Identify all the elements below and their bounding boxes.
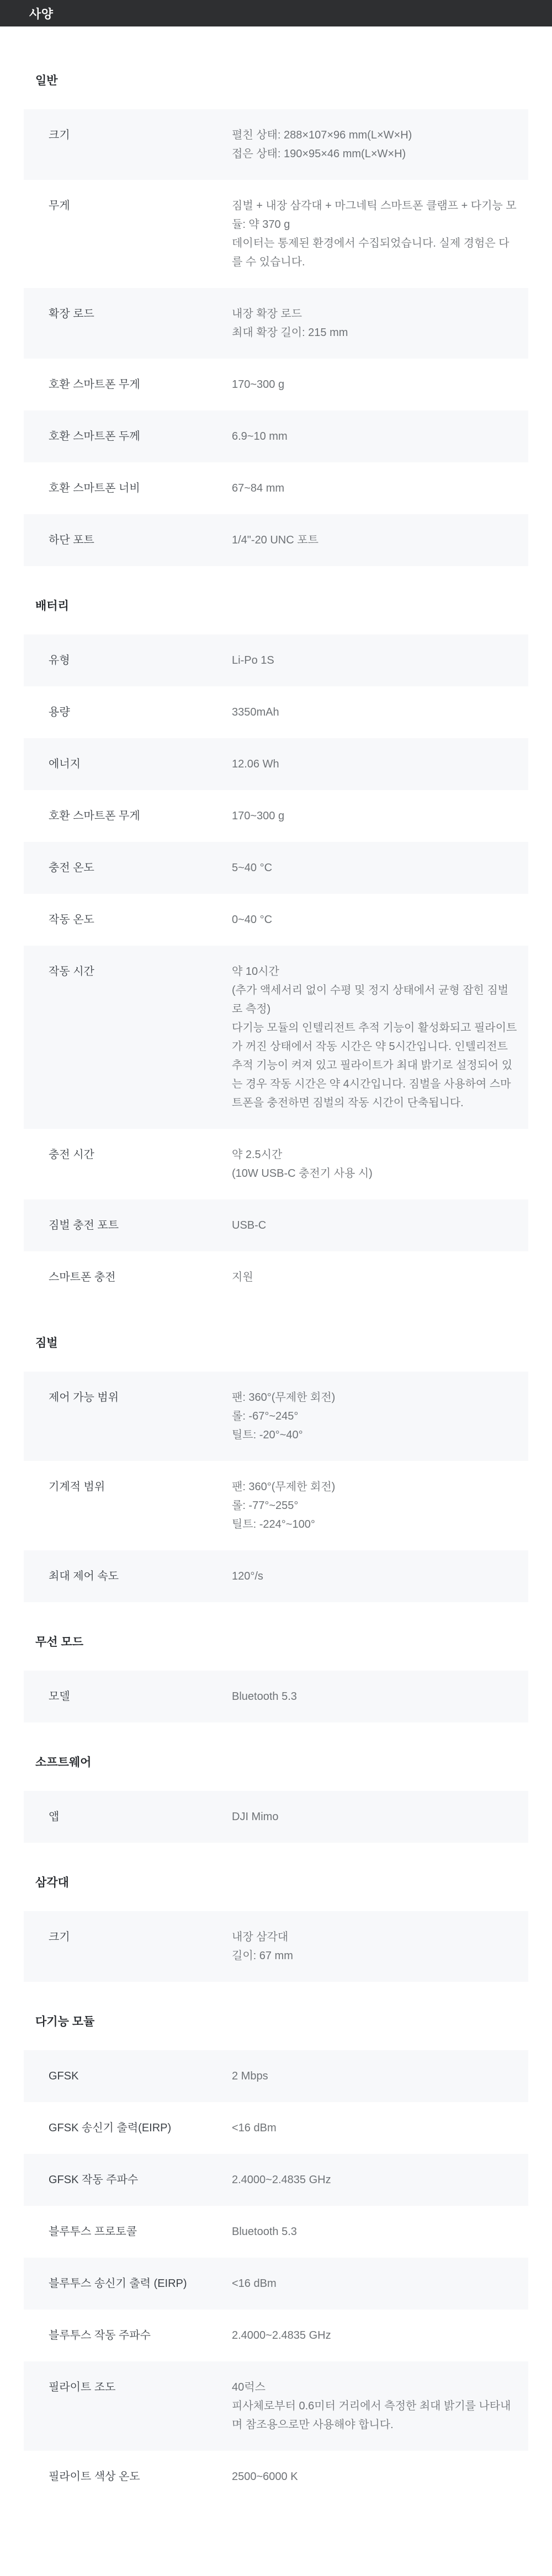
spec-row	[24, 410, 528, 462]
spec-label: 에너지	[49, 758, 81, 770]
spec-value	[232, 651, 517, 670]
page-title: 사양	[29, 7, 54, 21]
spec-value-line: 40럭스	[232, 2381, 266, 2393]
spec-value	[232, 1268, 517, 1287]
spec-value	[232, 2222, 517, 2241]
spec-value-line: 약 10시간	[232, 966, 279, 978]
spec-value-line: 2 Mbps	[232, 2070, 268, 2082]
spec-value	[232, 2274, 517, 2293]
spec-value-line: 접은 상태: 190×95×46 mm(L×W×H)	[232, 148, 406, 160]
spec-section	[24, 74, 528, 566]
spec-row	[24, 2102, 528, 2154]
page-header	[0, 0, 552, 26]
spec-label: GFSK 송신기 출력(EIRP)	[49, 2122, 172, 2134]
spec-value	[232, 755, 517, 774]
spec-row	[24, 1550, 528, 1602]
spec-label: 모델	[49, 1690, 70, 1703]
spec-value	[232, 1478, 517, 1534]
section-title: 일반	[35, 74, 58, 87]
spec-value-line: 3350mAh	[232, 706, 279, 718]
spec-value-line: 지원	[232, 1271, 253, 1283]
spec-label: 호환 스마트폰 무게	[49, 378, 140, 391]
spec-label: 짐벌 충전 포트	[49, 1219, 119, 1231]
spec-label: 호환 스마트폰 너비	[49, 482, 140, 494]
spec-row	[24, 109, 528, 180]
spec-value-line: 펼친 상태: 288×107×96 mm(L×W×H)	[232, 129, 412, 141]
spec-value	[232, 126, 517, 163]
spec-value	[232, 479, 517, 498]
spec-row	[24, 2310, 528, 2361]
spec-table	[24, 1911, 528, 1982]
spec-value-line: 짐벌 + 내장 삼각대 + 마그네틱 스마트폰 클램프 + 다기능 모듈: 약 370 g	[232, 200, 517, 231]
spec-row	[24, 1671, 528, 1722]
spec-row	[24, 738, 528, 790]
section-title: 소프트웨어	[35, 1756, 92, 1769]
section-title: 짐벌	[35, 1337, 58, 1350]
spec-row	[24, 1199, 528, 1251]
spec-label: 기계적 범위	[49, 1481, 105, 1493]
spec-row	[24, 2206, 528, 2258]
spec-value-line: <16 dBm	[232, 2278, 277, 2290]
spec-value	[232, 2170, 517, 2189]
spec-label: 확장 로드	[49, 308, 94, 320]
spec-value-line: 67~84 mm	[232, 482, 285, 494]
spec-value-line: <16 dBm	[232, 2122, 277, 2134]
spec-row	[24, 1461, 528, 1550]
spec-row	[24, 946, 528, 1129]
spec-row	[24, 2154, 528, 2206]
spec-section	[24, 1756, 528, 1843]
spec-label: GFSK 작동 주파수	[49, 2174, 139, 2186]
spec-value-line: (추가 액세서리 없이 수평 및 정지 상태에서 균형 잡힌 짐벌로 측정)	[232, 984, 509, 1015]
spec-value-line: 1/4"-20 UNC 포트	[232, 534, 319, 546]
spec-table	[24, 634, 528, 1303]
spec-value-line: 내장 확장 로드	[232, 308, 302, 320]
spec-row	[24, 359, 528, 410]
spec-label: 유형	[49, 654, 70, 666]
spec-value	[232, 1216, 517, 1235]
spec-value	[232, 1807, 517, 1826]
spec-value-line: 피사체로부터 0.6미터 거리에서 측정한 최대 밝기를 나타내며 참조용으로만 사용해야 합니다.	[232, 2400, 511, 2431]
spec-value-line: 12.06 Wh	[232, 758, 279, 770]
spec-label: 하단 포트	[49, 534, 94, 546]
spec-value	[232, 1928, 517, 1965]
spec-value-line: 120°/s	[232, 1570, 263, 1582]
spec-value	[232, 531, 517, 550]
spec-row	[24, 2258, 528, 2310]
spec-label: 작동 시간	[49, 966, 94, 978]
spec-value-line: 2.4000~2.4835 GHz	[232, 2329, 331, 2342]
spec-value	[232, 962, 517, 1112]
spec-section	[24, 1635, 528, 1722]
spec-value	[232, 910, 517, 929]
spec-table	[24, 2050, 528, 2503]
spec-value-line: DJI Mimo	[232, 1811, 279, 1823]
spec-label: 최대 제어 속도	[49, 1570, 119, 1582]
spec-label: 충전 온도	[49, 862, 94, 874]
spec-value	[232, 1567, 517, 1586]
spec-label: 제어 가능 범위	[49, 1391, 119, 1404]
spec-value	[232, 703, 517, 722]
spec-value	[232, 1145, 517, 1183]
spec-label: 앱	[49, 1811, 60, 1823]
spec-value-line: 2.4000~2.4835 GHz	[232, 2174, 331, 2186]
spec-label: 필라이트 색상 온도	[49, 2471, 140, 2483]
spec-row	[24, 514, 528, 566]
spec-value	[232, 1388, 517, 1444]
spec-row	[24, 1251, 528, 1303]
spec-row	[24, 1911, 528, 1982]
section-title: 삼각대	[35, 1876, 69, 1889]
spec-value	[232, 2119, 517, 2137]
spec-value-line: Bluetooth 5.3	[232, 2226, 297, 2238]
spec-value-line: 팬: 360°(무제한 회전)	[232, 1391, 336, 1404]
spec-row	[24, 2050, 528, 2102]
spec-row	[24, 894, 528, 946]
spec-value-line: 데이터는 통제된 환경에서 수집되었습니다. 실제 경험은 다를 수 있습니다.	[232, 237, 509, 268]
spec-table	[24, 1671, 528, 1722]
spec-label: GFSK	[49, 2070, 79, 2082]
spec-value-line: 팬: 360°(무제한 회전)	[232, 1481, 336, 1493]
spec-value	[232, 807, 517, 825]
spec-value-line: USB-C	[232, 1219, 267, 1231]
spec-content	[24, 74, 528, 2536]
spec-label: 무게	[49, 200, 70, 212]
spec-value	[232, 305, 517, 342]
spec-table	[24, 1372, 528, 1602]
spec-value	[232, 1687, 517, 1706]
spec-section	[24, 1876, 528, 1982]
spec-row	[24, 1791, 528, 1843]
spec-label: 스마트폰 충전	[49, 1271, 116, 1283]
spec-label: 블루투스 송신기 출력 (EIRP)	[49, 2278, 187, 2290]
spec-label: 크기	[49, 129, 70, 141]
spec-value-line: Bluetooth 5.3	[232, 1690, 297, 1703]
spec-label: 블루투스 프로토콜	[49, 2226, 137, 2238]
spec-value	[232, 427, 517, 446]
spec-row	[24, 180, 528, 288]
spec-value-line: 길이: 67 mm	[232, 1950, 293, 1962]
spec-section	[24, 599, 528, 1303]
spec-value-line: 2500~6000 K	[232, 2471, 298, 2483]
spec-value-line: 롤: -67°~245°	[232, 1410, 299, 1422]
spec-value	[232, 2378, 517, 2434]
spec-row	[24, 288, 528, 359]
spec-row	[24, 634, 528, 686]
spec-label: 호환 스마트폰 두께	[49, 430, 140, 442]
spec-label: 용량	[49, 706, 70, 718]
spec-table	[24, 1791, 528, 1843]
spec-value-line: 내장 삼각대	[232, 1931, 289, 1943]
spec-value-line: 170~300 g	[232, 810, 285, 822]
spec-label: 필라이트 조도	[49, 2381, 116, 2393]
spec-value-line: 약 2.5시간	[232, 1149, 283, 1161]
spec-table	[24, 109, 528, 566]
spec-label: 블루투스 작동 주파수	[49, 2329, 151, 2342]
spec-value-line: 틸트: -20°~40°	[232, 1429, 303, 1441]
spec-row	[24, 1372, 528, 1461]
section-title: 무선 모드	[35, 1636, 83, 1649]
spec-value-line: 최대 확장 길이: 215 mm	[232, 327, 348, 339]
spec-value-line: 6.9~10 mm	[232, 430, 288, 442]
spec-value-line: Li-Po 1S	[232, 654, 274, 666]
spec-row	[24, 790, 528, 842]
spec-label: 크기	[49, 1931, 70, 1943]
spec-value	[232, 858, 517, 877]
spec-value-line: 0~40 °C	[232, 914, 273, 926]
spec-value-line: 170~300 g	[232, 378, 285, 391]
spec-value-line: 틸트: -224°~100°	[232, 1518, 315, 1530]
spec-value-line: (10W USB-C 충전기 사용 시)	[232, 1167, 373, 1180]
spec-label: 충전 시간	[49, 1149, 94, 1161]
spec-row	[24, 686, 528, 738]
spec-value	[232, 2067, 517, 2086]
spec-value	[232, 2326, 517, 2345]
spec-value-line: 롤: -77°~255°	[232, 1500, 299, 1512]
spec-row	[24, 842, 528, 894]
spec-value-line: 다기능 모듈의 인텔리전트 추적 기능이 활성화되고 필라이트가 꺼진 상태에서 작동 시간은 약 5시간입니다. 인텔리전트 추적 기능이 켜져 있고 필라이트가 최대 밝기로 설정되어 있는 경우 작동 시간은 약 4시간입니다. 짐벌을 사용하여 스마트폰을 충전하면 짐벌의 작동 시간이 단축됩니다.	[232, 1022, 517, 1109]
spec-label: 호환 스마트폰 무게	[49, 810, 140, 822]
spec-section	[24, 1336, 528, 1602]
spec-value-line: 5~40 °C	[232, 862, 273, 874]
spec-label: 작동 온도	[49, 914, 94, 926]
section-title: 다기능 모듈	[35, 2015, 95, 2028]
spec-value	[232, 196, 517, 271]
spec-row	[24, 2451, 528, 2503]
spec-value	[232, 2467, 517, 2486]
section-title: 배터리	[35, 600, 69, 612]
spec-value	[232, 375, 517, 394]
spec-row	[24, 2361, 528, 2451]
spec-row	[24, 462, 528, 514]
spec-section	[24, 2015, 528, 2503]
spec-row	[24, 1129, 528, 1199]
